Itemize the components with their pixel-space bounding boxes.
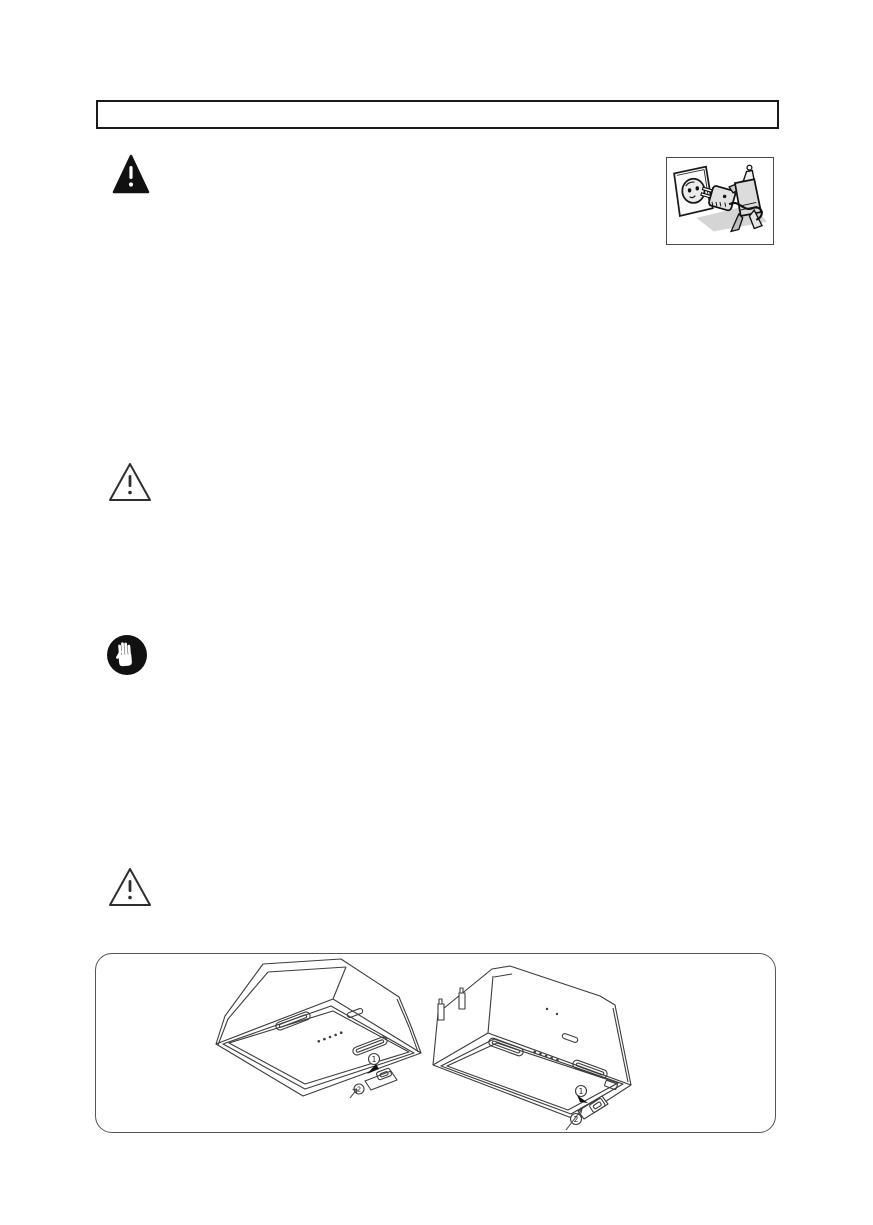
callout-2-label: 2 [573,1114,579,1124]
stop-hand-icon [106,634,148,676]
warning-triangle-outline-icon [107,461,153,503]
callout-2-label: 2 [356,1085,362,1094]
unplug-clipart [666,157,774,245]
hood-drawing-right [430,956,665,1131]
hood-drawing-left [213,957,433,1103]
callout-1-label: 1 [371,1054,377,1064]
warning-triangle-outline-icon [107,866,153,908]
callout-2 [350,1084,364,1098]
callout-1-label: 1 [578,1086,584,1096]
section-title-box [96,100,779,129]
warning-triangle-filled-icon [112,153,150,195]
